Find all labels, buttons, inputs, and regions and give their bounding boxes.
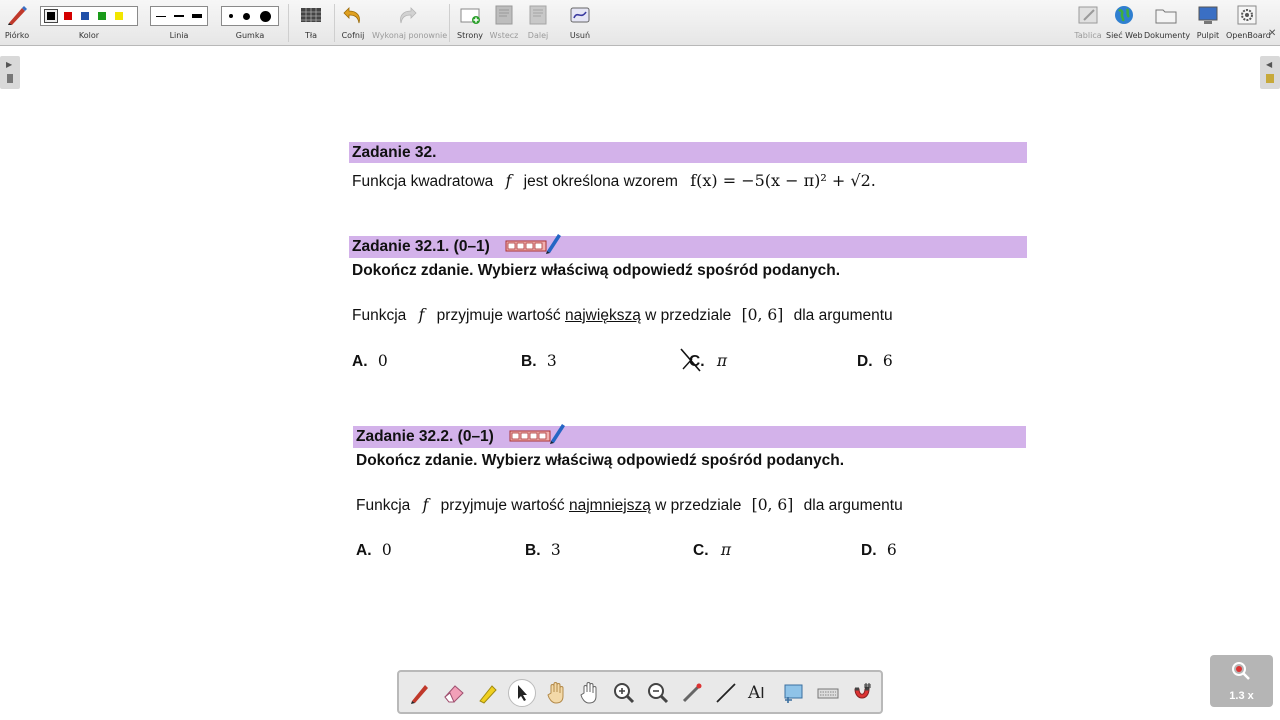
option-letter: C. [689,353,705,370]
stylus-toolbar [397,670,883,714]
task32-1-function-symbol: f [418,306,425,324]
task32-intro-mid: jest określona wzorem [523,173,678,190]
globe-icon [1112,4,1136,26]
color-palette [40,6,138,26]
eraser-large-button[interactable] [260,11,271,22]
pen-tool-button[interactable] [2,0,32,46]
option-value: 3 [550,541,561,559]
highlighter-tool-icon[interactable] [476,681,500,705]
next-page-icon [526,4,550,26]
magnet-icon[interactable] [850,681,874,705]
right-sidebar-toggle[interactable] [1260,56,1280,89]
line-thin-button[interactable] [156,16,166,17]
text-tool-icon[interactable]: AI [748,683,765,703]
desktop-label: Pulpit [1196,31,1220,40]
task32-2-stem [356,496,903,515]
task32-intro-line [352,171,876,191]
task32-1-option-b[interactable] [521,352,557,371]
documents-label: Dokumenty [1144,31,1191,40]
task32-1-stem-start: Funkcja [352,307,407,324]
delete-button[interactable] [565,0,595,46]
grading-boxes-icon [505,229,563,255]
next-label: Dalej [527,31,549,40]
task32-1-stem-mid: przyjmuje wartość [436,307,561,324]
delete-icon [568,4,592,26]
board-icon [1076,4,1100,26]
task32-2-option-a[interactable] [356,541,392,560]
pages-thumbnail-icon [7,74,13,83]
task32-intro-text: Funkcja kwadratowa [352,173,494,190]
option-letter: A. [352,353,368,370]
task32-1-option-d[interactable] [857,352,893,371]
line-width-palette [150,6,208,26]
arrow-left-icon: ◀ [1266,60,1273,69]
pen-icon [5,4,29,26]
board-button[interactable] [1072,0,1104,46]
color-black-dot [47,12,55,20]
task32-header-band [349,142,1027,163]
task32-2-key-word: najmniejszą [569,497,651,514]
color-swatch-green[interactable] [95,9,109,23]
task32-2-option-d[interactable] [861,541,897,560]
task32-function-symbol: f [505,172,512,190]
move-hand-icon[interactable] [578,681,602,705]
task32-2-option-c[interactable] [693,541,731,560]
task32-formula: f(x) = −5(x − π)² + √2. [690,171,876,190]
task32-1-option-a[interactable] [352,352,388,371]
color-swatch-black[interactable] [44,9,58,23]
option-value: 6 [886,541,897,559]
task32-2-stem-mid: przyjmuje wartość [440,497,565,514]
task32-1-instruction: Dokończ zdanie. Wybierz właściwą odpowiedź spośród podanych. [352,262,841,279]
undo-arrow-icon [341,4,365,26]
eraser-tool-icon[interactable] [442,681,466,705]
zoom-indicator[interactable] [1210,655,1273,707]
option-value: π [720,541,731,559]
color-label: Kolor [78,31,100,40]
eraser-size-palette [221,6,279,26]
option-value: π [716,352,727,370]
pages-label: Strony [456,31,484,40]
toolbar-separator [334,4,335,42]
color-swatch-red[interactable] [61,9,75,23]
board-label: Tablica [1074,31,1102,40]
openboard-menu-button[interactable] [1226,0,1271,46]
desktop-button[interactable] [1192,0,1224,46]
color-swatch-blue[interactable] [78,9,92,23]
web-button[interactable] [1106,0,1142,46]
eraser-label: Gumka [235,31,265,40]
line-label: Linia [169,31,189,40]
task32-1-heading: Zadanie 32.1. (0–1) [352,238,490,255]
color-green-dot [98,12,106,20]
handwritten-cross-mark [679,347,703,373]
pen-tool-icon[interactable] [408,681,432,705]
color-red-dot [64,12,72,20]
option-letter: B. [525,542,541,559]
redo-button[interactable] [372,0,448,46]
option-value: 0 [377,352,388,370]
add-page-button[interactable] [455,0,485,46]
option-letter: B. [521,353,537,370]
option-letter: D. [861,542,877,559]
undo-label: Cofnij [341,31,365,40]
previous-page-icon [492,4,516,26]
redo-arrow-icon [395,4,419,26]
background-grid-icon [299,4,323,26]
interact-hand-icon[interactable] [544,681,568,705]
task32-1-stem-after: w przedziale [645,307,732,324]
grading-boxes-icon [509,419,567,445]
capture-tool-icon[interactable] [782,681,806,705]
window-close-icon[interactable]: ✕ [1268,28,1277,39]
selector-tool-button[interactable] [508,679,536,707]
task32-2-stem-start: Funkcja [356,497,411,514]
undo-button[interactable] [338,0,368,46]
line-medium-button[interactable] [174,15,184,17]
option-value: 6 [882,352,893,370]
color-yellow-dot [115,12,123,20]
arrow-right-icon: ▶ [6,60,13,69]
eraser-group [218,0,282,46]
task32-2-instruction: Dokończ zdanie. Wybierz właściwą odpowiedź spośród podanych. [356,452,845,469]
main-toolbar [0,0,1280,46]
library-icon [1266,74,1274,83]
zoom-level-text: 1.3 x [1229,690,1254,702]
task32-1-key-word: największą [565,307,641,324]
eraser-medium-button[interactable] [243,13,250,20]
redo-label: Wykonaj ponownie [372,31,448,40]
toolbar-separator [288,4,289,42]
web-label: Sieć Web [1106,31,1143,40]
folder-icon [1154,4,1178,26]
back-label: Wstecz [489,31,519,40]
task32-2-option-b[interactable] [525,541,561,560]
task32-1-interval: [0, 6] [741,306,784,324]
task32-1-stem [352,306,893,325]
magnifier-icon [1231,661,1251,681]
zoom-in-icon[interactable] [612,681,636,705]
eraser-small-button[interactable] [229,14,233,18]
next-page-button[interactable] [523,0,553,46]
toolbar-separator [449,4,450,42]
laser-pointer-icon[interactable] [680,681,704,705]
add-page-icon [458,4,482,26]
gear-icon [1235,4,1259,26]
option-value: 0 [381,541,392,559]
task32-heading: Zadanie 32. [352,144,437,161]
left-sidebar-toggle[interactable] [0,56,20,89]
color-blue-dot [81,12,89,20]
option-letter: A. [356,542,372,559]
desktop-monitor-icon [1196,4,1220,26]
background-button[interactable] [296,0,326,46]
line-thick-button[interactable] [192,14,202,18]
task32-2-heading: Zadanie 32.2. (0–1) [356,428,494,445]
zoom-out-icon[interactable] [646,681,670,705]
documents-button[interactable] [1144,0,1191,46]
color-swatch-yellow[interactable] [112,9,126,23]
task32-2-stem-after: w przedziale [655,497,742,514]
keyboard-icon[interactable] [816,681,840,705]
line-tool-icon[interactable] [714,681,738,705]
previous-page-button[interactable] [489,0,519,46]
pen-label: Piórko [4,31,30,40]
delete-label: Usuń [569,31,591,40]
openboard-label: OpenBoard [1226,31,1271,40]
background-label: Tła [304,31,318,40]
option-value: 3 [546,352,557,370]
cursor-arrow-icon [515,684,531,702]
task32-1-stem-end: dla argumentu [793,307,893,324]
option-letter: D. [857,353,873,370]
task32-2-function-symbol: f [422,496,429,514]
task32-2-interval: [0, 6] [751,496,794,514]
task32-2-stem-end: dla argumentu [803,497,903,514]
option-letter: C. [693,542,709,559]
line-group [148,0,210,46]
color-group [38,0,140,46]
